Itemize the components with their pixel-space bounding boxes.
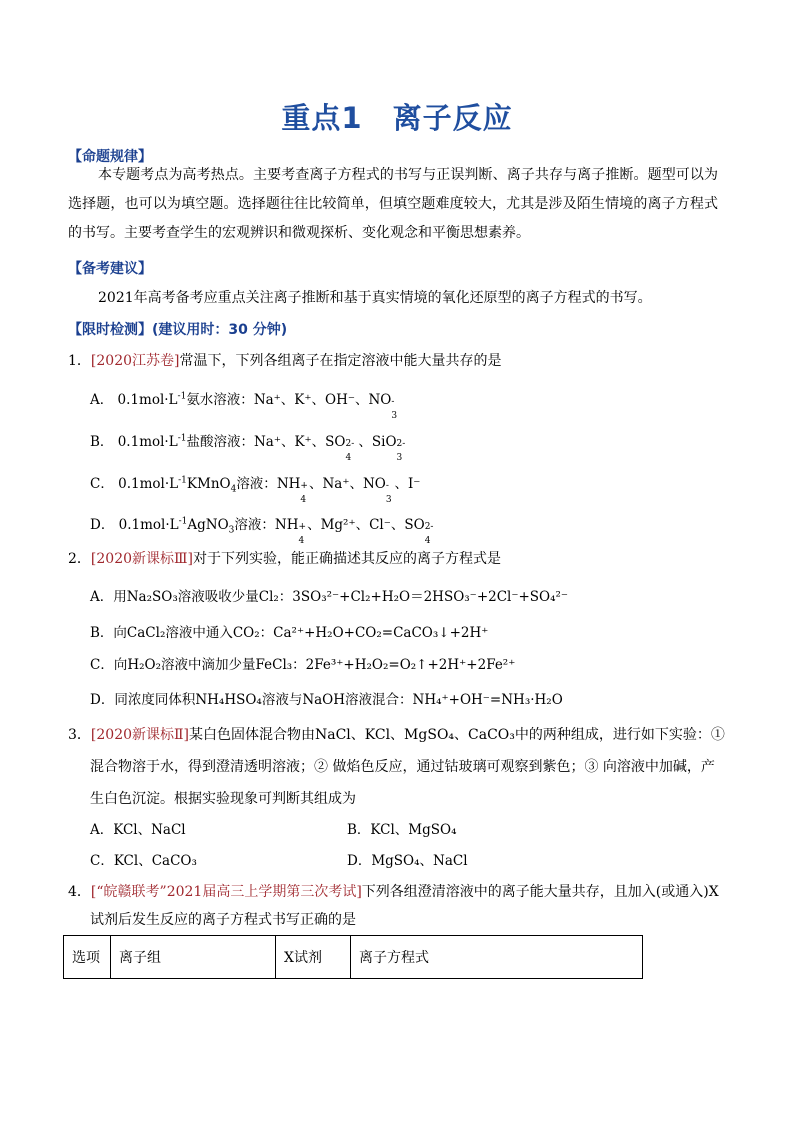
q2-option-b: B．向CaCl₂溶液中通入CO₂：Ca²⁺+H₂O+CO₂=CaCO₃↓+2H⁺ [90, 625, 489, 641]
q1-option-b: B． $0.1mol\cdot L^{-1}$盐酸溶液：Na⁺、K⁺、SO 2- 4 、SiO 2- 3 [90, 433, 406, 463]
q3-option-b: B．KCl、MgSO₄ [347, 822, 457, 838]
table-header-cell: X试剂 [276, 936, 351, 979]
question-3-stem-line-3: 生白色沉淀。根据实验现象可判断其组成为 [90, 791, 356, 807]
table-header-row [64, 936, 643, 979]
table-header-cell: 离子组 [111, 936, 276, 979]
page-title: 重点1 离子反应 [281, 101, 513, 135]
table-header-cell: 选项 [64, 936, 111, 979]
question-number: 3． [68, 727, 91, 743]
q3-option-c: C．KCl、CaCO₃ [90, 853, 197, 869]
section-heading-test: 【限时检测】(建议用时：30 分钟) [68, 322, 288, 338]
section-heading-advice: 【备考建议】 [68, 261, 152, 277]
question-1-stem: 1．[2020江苏卷]常温下，下列各组离子在指定溶液中能大量共存的是 [68, 353, 502, 369]
advice-paragraph: 2021年高考备考应重点关注离子推断和基于真实情境的氧化还原型的离子方程式的书写。 [98, 290, 652, 306]
q1-option-d: D． $0.1mol\cdot L^{-1}AgNO_3$溶液：NH + 4 、Mg²⁺、Cl⁻、SO 2- 4 [90, 516, 434, 546]
question-number: 2． [68, 551, 91, 567]
q1-option-a: A． $0.1mol\cdot L^{-1}$氨水溶液：Na⁺、K⁺、OH⁻、NO - 3 [90, 391, 398, 421]
question-source: [2020新课标Ⅲ] [90, 551, 193, 567]
question-4-stem-line-2: 试剂后发生反应的离子方程式书写正确的是 [90, 912, 356, 928]
q3-option-d: D．MgSO₄、NaCl [347, 853, 468, 869]
question-number: 4． [68, 884, 91, 900]
question-source: [2020江苏卷] [90, 353, 180, 369]
question-source: [2020新课标Ⅱ] [90, 727, 189, 743]
question-2-stem: 2．[2020新课标Ⅲ]对于下列实验，能正确描述其反应的离子方程式是 [68, 551, 501, 567]
question-4-table [63, 935, 643, 979]
table-header-cell: 离子方程式 [351, 936, 643, 979]
question-3-stem-line-2: 混合物溶于水，得到澄清透明溶液；② 做焰色反应，通过钴玻璃可观察到紫色；③ 向溶液中加碱，产 [90, 759, 715, 775]
q2-option-c: C．向H₂O₂溶液中滴加少量FeCl₃：2Fe³⁺+H₂O₂=O₂↑+2H⁺+2Fe²⁺ [90, 657, 516, 673]
question-4-stem-line-1: 4．[“皖赣联考”2021届高三上学期第三次考试]下列各组澄清溶液中的离子能大量共存，且加入(或通入)X [68, 884, 719, 900]
q1-option-c: C． $0.1mol\cdot L^{-1}KMnO_4$溶液：NH + 4 、Na⁺、NO - 3 、I⁻ [90, 475, 421, 505]
question-number: 1． [68, 353, 91, 369]
q3-option-a: A．KCl、NaCl [90, 822, 186, 838]
law-paragraph: 本专题考点为高考热点。主要考查离子方程式的书写与正误判断、离子共存与离子推断。题型可以为选择题，也可以为填空题。选择题往往比较简单，但填空题难度较大，尤其是涉及陌生情境的离子方程式的书写。主要考查学生的宏观辨识和微观探析、变化观念和平衡思想素养。 [68, 167, 718, 241]
q2-option-d: D．同浓度同体积NH₄HSO₄溶液与NaOH溶液混合：NH₄⁺+OH⁻=NH₃·H₂O [90, 692, 563, 708]
question-source: [“皖赣联考”2021届高三上学期第三次考试] [90, 884, 362, 900]
section-heading-law: 【命题规律】 [68, 149, 152, 165]
q2-option-a: A．用Na₂SO₃溶液吸收少量Cl₂：3SO₃²⁻+Cl₂+H₂O＝2HSO₃⁻+2Cl⁻+SO₄²⁻ [90, 589, 569, 605]
question-3-stem-line-1: 3．[2020新课标Ⅱ]某白色固体混合物由NaCl、KCl、MgSO₄、CaCO₃中的两种组成，进行如下实验：① [68, 727, 725, 743]
